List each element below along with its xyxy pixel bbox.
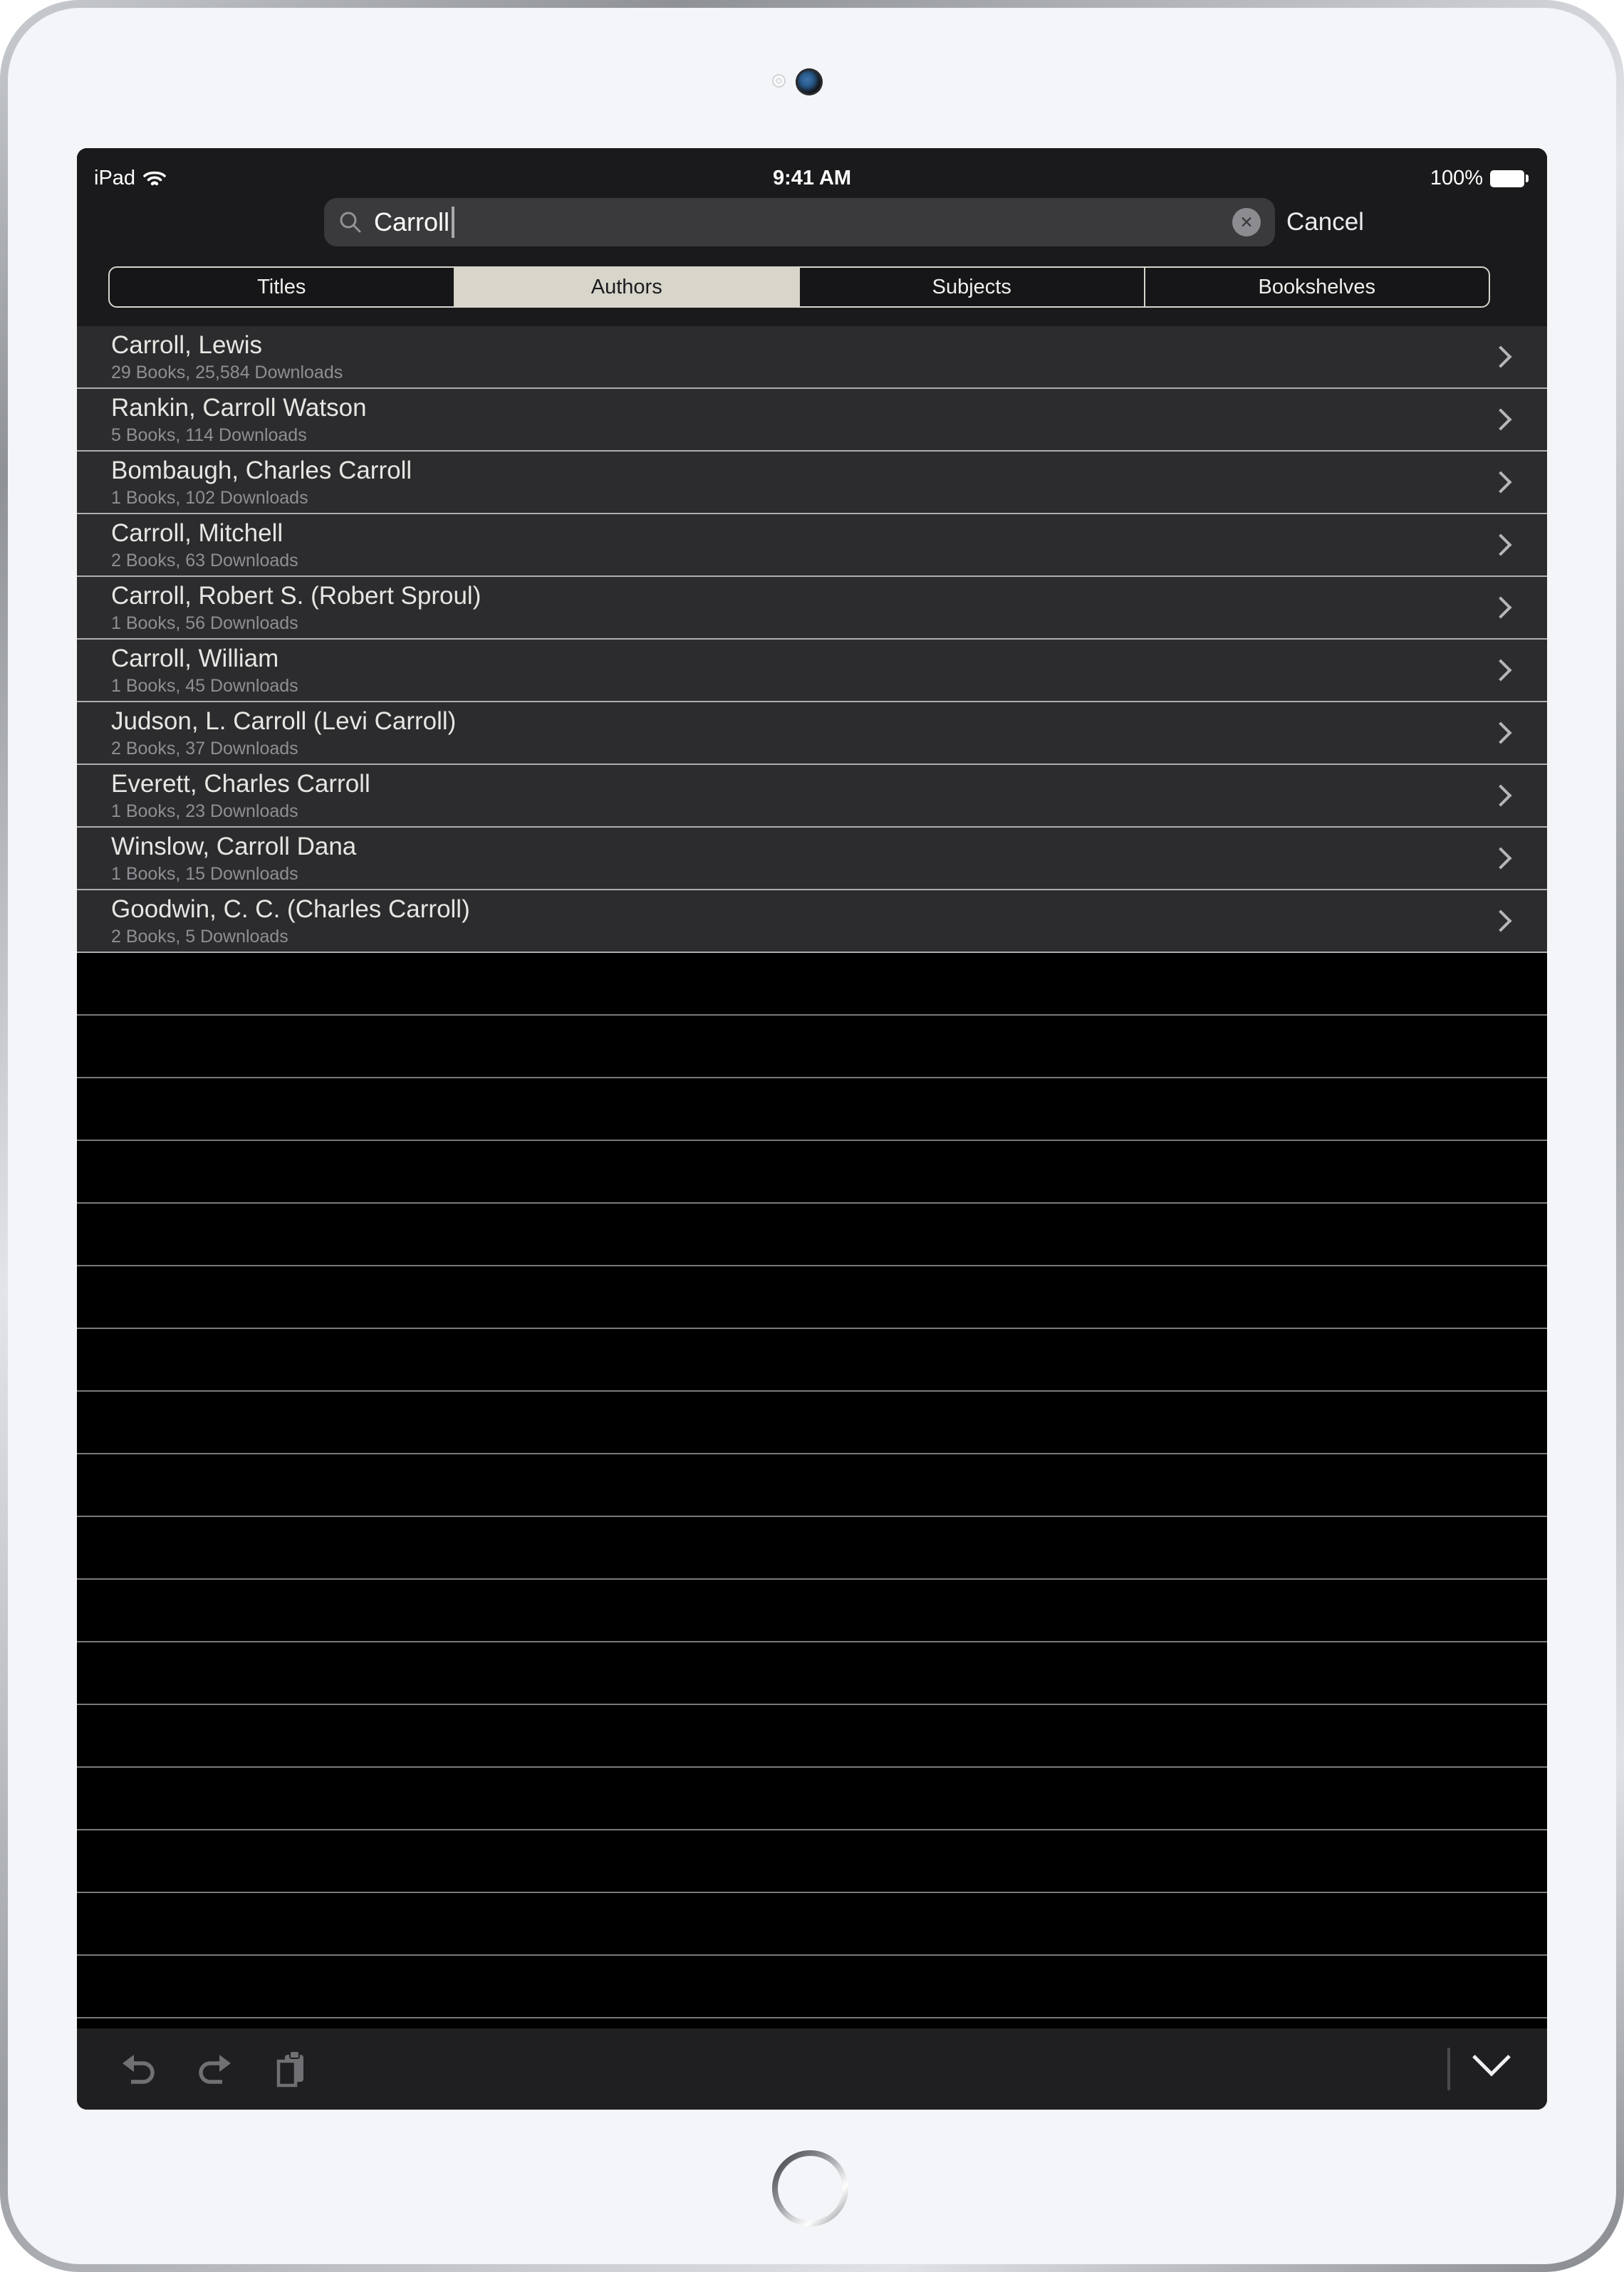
empty-list-row (77, 953, 1547, 1016)
paste-icon[interactable] (274, 2050, 308, 2088)
battery-percent-label: 100% (1430, 167, 1483, 189)
author-name: Carroll, Robert S. (Robert Sproul) (111, 582, 482, 610)
author-meta: 2 Books, 37 Downloads (111, 739, 298, 759)
empty-list-row (77, 1705, 1547, 1768)
table-row[interactable] (77, 514, 1547, 577)
author-name: Winslow, Carroll Dana (111, 833, 357, 860)
empty-list-row (77, 1768, 1547, 1830)
table-row[interactable] (77, 765, 1547, 828)
status-bar (77, 148, 1547, 198)
table-row[interactable] (77, 577, 1547, 640)
search-row (77, 198, 1547, 266)
chevron-right-icon (1489, 784, 1511, 806)
toolbar-left-group (120, 2028, 308, 2110)
chevron-right-icon (1489, 408, 1511, 430)
dismiss-keyboard-button[interactable] (1472, 2050, 1511, 2084)
author-results-list (77, 326, 1547, 953)
empty-list-row (77, 1956, 1547, 2018)
chevron-right-icon (1489, 721, 1511, 744)
empty-list-row (77, 1078, 1547, 1141)
chevron-right-icon (1489, 659, 1511, 681)
search-icon (338, 210, 363, 234)
toolbar-gap (77, 2018, 1547, 2028)
empty-list-row (77, 1517, 1547, 1580)
light-sensor (772, 74, 786, 88)
chevron-right-icon (1489, 533, 1511, 556)
author-meta: 5 Books, 114 Downloads (111, 425, 307, 445)
tab-authors[interactable]: Authors (455, 268, 801, 306)
empty-list-row (77, 1580, 1547, 1642)
table-row[interactable] (77, 389, 1547, 452)
text-cursor (452, 207, 454, 238)
chevron-right-icon (1489, 596, 1511, 618)
author-meta: 2 Books, 63 Downloads (111, 551, 298, 570)
author-name: Everett, Charles Carroll (111, 770, 370, 798)
dismiss-keyboard-icon (1472, 2038, 1511, 2077)
home-button-inner (778, 2156, 843, 2221)
tab-subjects[interactable]: Subjects (800, 268, 1145, 306)
empty-list-row (77, 1329, 1547, 1392)
chevron-right-icon (1489, 471, 1511, 493)
carrier-label: iPad (94, 167, 136, 189)
author-name: Carroll, William (111, 645, 279, 672)
undo-icon[interactable] (120, 2053, 157, 2085)
empty-list-row (77, 1016, 1547, 1078)
chevron-right-icon (1489, 345, 1511, 368)
author-name: Bombaugh, Charles Carroll (111, 457, 412, 484)
table-row[interactable] (77, 452, 1547, 514)
empty-list-row (77, 1830, 1547, 1893)
author-name: Judson, L. Carroll (Levi Carroll) (111, 707, 457, 735)
clear-icon[interactable]: ✕ (1232, 208, 1261, 236)
search-query-text: Carroll (374, 207, 450, 236)
author-meta: 2 Books, 5 Downloads (111, 927, 288, 947)
empty-list-row (77, 1141, 1547, 1204)
app-screen (77, 148, 1547, 2110)
author-meta: 1 Books, 23 Downloads (111, 801, 298, 821)
empty-list-row (77, 1454, 1547, 1517)
author-name: Carroll, Lewis (111, 331, 262, 359)
home-button[interactable] (772, 2150, 848, 2226)
scope-segmented-control (108, 266, 1490, 308)
empty-list-row (77, 1893, 1547, 1956)
status-time: 9:41 AM (772, 167, 852, 189)
tab-titles[interactable]: Titles (110, 268, 455, 306)
empty-list-row (77, 1204, 1547, 1266)
tab-bookshelves[interactable]: Bookshelves (1258, 275, 1375, 298)
chevron-right-icon (1489, 910, 1511, 932)
search-input[interactable] (324, 198, 1275, 246)
author-meta: 1 Books, 15 Downloads (111, 864, 298, 884)
author-meta: 1 Books, 102 Downloads (111, 488, 308, 508)
author-name: Goodwin, C. C. (Charles Carroll) (111, 895, 470, 923)
author-meta: 1 Books, 45 Downloads (111, 676, 298, 696)
table-row[interactable] (77, 890, 1547, 953)
redo-icon[interactable] (197, 2053, 234, 2085)
empty-list-row (77, 1266, 1547, 1329)
table-row[interactable] (77, 640, 1547, 702)
chevron-right-icon (1489, 847, 1511, 869)
empty-list-row (77, 1642, 1547, 1705)
battery-icon (1490, 170, 1529, 187)
author-meta: 1 Books, 56 Downloads (111, 613, 298, 633)
empty-list-area (77, 953, 1547, 2018)
table-row[interactable] (77, 326, 1547, 389)
author-name: Rankin, Carroll Watson (111, 394, 367, 422)
empty-list-row (77, 1392, 1547, 1454)
keyboard-accessory-toolbar (77, 2028, 1547, 2110)
table-row[interactable] (77, 828, 1547, 890)
table-row[interactable] (77, 702, 1547, 765)
author-name: Carroll, Mitchell (111, 519, 283, 547)
cancel-button[interactable]: Cancel (1286, 208, 1364, 236)
status-right (1430, 167, 1529, 190)
toolbar-divider (1447, 2048, 1450, 2090)
front-camera (796, 68, 823, 95)
author-meta: 29 Books, 25,584 Downloads (111, 363, 343, 382)
search-header (77, 148, 1547, 326)
